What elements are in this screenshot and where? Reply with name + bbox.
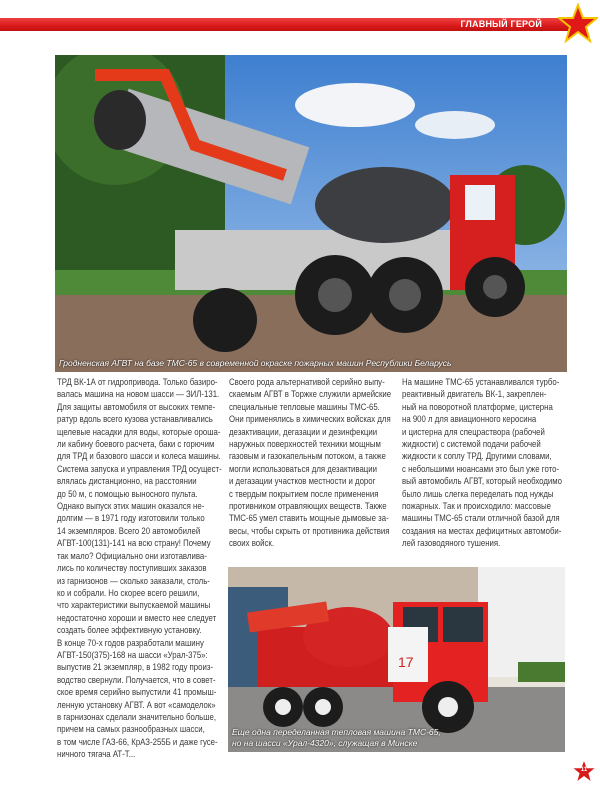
truck-photo-image (55, 55, 567, 372)
main-photo (55, 55, 567, 372)
article-column-2: Своего рода альтернативой серийно выпу- скаемым АГВТ в Торжке служили армейские специальные тепловые машины ТМС-65. Они применялись в химических войсках для дезактивации, дегазации и дезинфекции наружных поверхностей техники мощным газовым и газокапельным потоком, а также могли использоваться для дезактивации и дегазации участков местности и дорог с твердым покрытием после применения противником отравляющих веществ. Также ТМС-65 умел ставить мощные дымовые за- весы, чтобы скрыть от противника действия своих войск. (229, 377, 392, 549)
article-column-3: На машине ТМС-65 устанавливался турбо- реактивный двигатель ВК-1, закреплен- ный на поворотной платформе, цистерна на 900 л для авиационного керосина и цистерна для спецраствора (рабочей жидкости) с системой подачи рабочей жидкости к соплу ТРД. Другими словами, с небольшими нюансами это был уже гото- вый автомобиль АГВТ, который необходимо было лишь слегка переделать под нужды пожарных. Так и происходило: массовые машины ТМС-65 стали отличной базой для создания на местах дефицитных автомоби- лей газоводяного тушения. (402, 377, 562, 549)
star-icon (558, 3, 598, 43)
secondary-photo (228, 567, 565, 752)
section-title: ГЛАВНЫЙ ГЕРОЙ (460, 19, 542, 29)
page-number: 11 (580, 767, 588, 773)
fire-truck-photo-image (228, 567, 565, 752)
photo-caption: Гродненская АГВТ на базе ТМС-65 в современной окраске пожарных машин Республики Беларусь (59, 358, 452, 368)
photo-caption: Еще одна переделанная тепловая машина ТМС-65, но на шасси «Урал-4320», служащая в Минске (232, 727, 441, 748)
truck-number: 17 (398, 654, 414, 670)
article-column-1: ТРД ВК-1А от гидропривода. Только базиро- валась машина на новом шасси — ЗИЛ-131. Для защиты автомобиля от высоких темпе- ратур вдоль всего кузова устанавливались щелевые насадки для воды, которые ороша- ли кабину боевого расчета, баки с горючим для ТРД и базового шасси и колеса машины. Система запуска и управления ТРД осущест- влялась дистанционно, на расстоянии до 50 м, с помощью выносного пульта. Однако выпуск этих машин оказался не- долгим — в 1971 году изготовили только 14 экземпляров. Всего 20 автомобилей АГВТ-100(131)-141 на всю страну! Почему так мало? Официально они изготавлива- лись по количеству поступивших заказов из гарнизонов — сколько заказали, столь- ко и собрали. Но скорее всего решили, что характеристики выпускаемой машины недостаточно хороши и вместо нее следует создать более эффективную установку. В конце 70-х годов разработали машину АГВТ-150(375)-168 на шасси «Урал-375»: выпустив 21 экземпляр, в 1982 году произ- водство свернули. Получается, что в совет- ское время серийно выпустили 41 промыш- ленную установку АГВТ. А вот «самоделок» в гарнизонах сделали значительно больше, причем на самых разнообразных шасси, в том числе ГАЗ-66, КрАЗ-255Б и даже гусе- ничного тягача АТ-Т... (57, 377, 222, 760)
page-number-badge (573, 760, 595, 782)
